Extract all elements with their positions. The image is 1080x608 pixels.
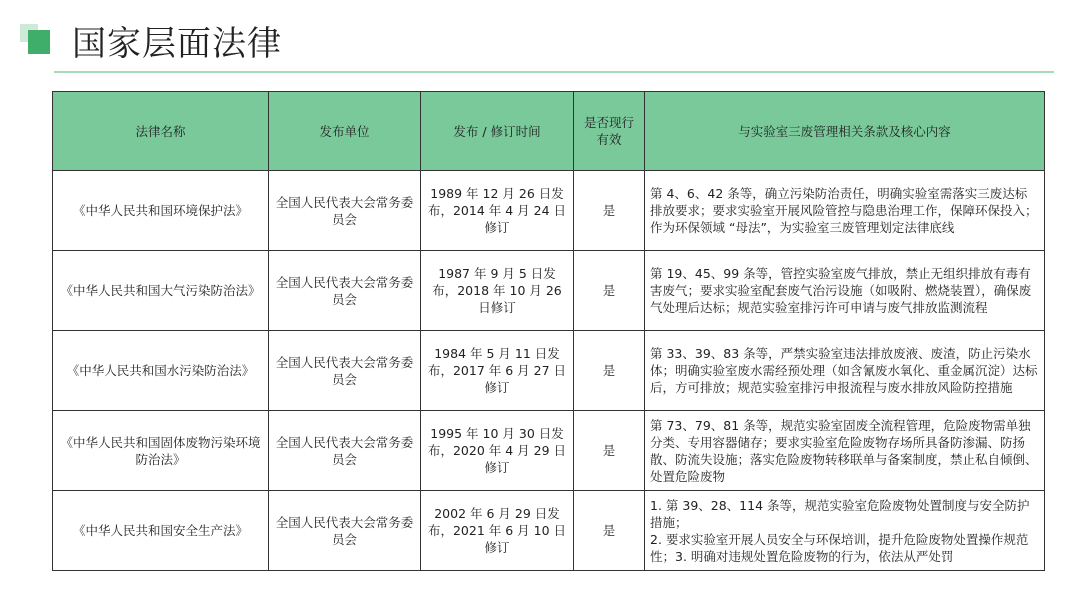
title-bar — [0, 0, 1080, 74]
table-header-row — [53, 92, 1045, 171]
title-divider — [54, 71, 1054, 73]
law-name-cell: 《中华人民共和国安全生产法》 — [53, 491, 269, 571]
law-name-cell: 《中华人民共和国环境保护法》 — [53, 171, 269, 251]
page-title: 国家层面法律 — [72, 24, 282, 64]
valid-cell: 是 — [574, 411, 645, 491]
table-row — [53, 491, 1045, 571]
date-cell: 1995 年 10 月 30 日发布，2020 年 4 月 29 日修订 — [421, 411, 574, 491]
law-name-cell: 《中华人民共和国固体废物污染环境防治法》 — [53, 411, 269, 491]
content-cell: 第 33、39、83 条等，严禁实验室违法排放废液、废渣，防止污染水体；明确实验室废水需经预处理（如含氰废水氧化、重金属沉淀）达标后，方可排放；规范实验室排污申报流程与废水排放风险防控措施 — [645, 331, 1045, 411]
publisher-cell: 全国人民代表大会常务委员会 — [269, 491, 421, 571]
valid-cell: 是 — [574, 171, 645, 251]
date-cell: 1984 年 5 月 11 日发布，2017 年 6 月 27 日修订 — [421, 331, 574, 411]
publisher-cell: 全国人民代表大会常务委员会 — [269, 411, 421, 491]
content-cell: 1. 第 39、28、114 条等，规范实验室危险废物处置制度与安全防护措施； 2. 要求实验室开展人员安全与环保培训，提升危险废物处置操作规范性；3. 明确对违规处置危险废物的行为，依法从严处罚 — [645, 491, 1045, 571]
header-law-name: 法律名称 — [53, 92, 269, 171]
publisher-cell: 全国人民代表大会常务委员会 — [269, 171, 421, 251]
valid-cell: 是 — [574, 251, 645, 331]
law-name-cell: 《中华人民共和国大气污染防治法》 — [53, 251, 269, 331]
header-publisher: 发布单位 — [269, 92, 421, 171]
date-cell: 2002 年 6 月 29 日发布，2021 年 6 月 10 日修订 — [421, 491, 574, 571]
header-date: 发布 / 修订时间 — [421, 92, 574, 171]
content-cell: 第 73、79、81 条等，规范实验室固废全流程管理，危险废物需单独分类、专用容器储存；要求实验室危险废物存场所具备防渗漏、防扬散、防流失设施；落实危险废物转移联单与备案制度，禁止私自倾倒、处置危险废物 — [645, 411, 1045, 491]
table-row — [53, 411, 1045, 491]
content-cell: 第 19、45、99 条等，管控实验室废气排放，禁止无组织排放有毒有害废气；要求实验室配套废气治污设施（如吸附、燃烧装置），确保废气处理后达标；规范实验室排污许可申请与废气排放监测流程 — [645, 251, 1045, 331]
date-cell: 1989 年 12 月 26 日发布，2014 年 4 月 24 日修订 — [421, 171, 574, 251]
content-cell: 第 4、6、42 条等，确立污染防治责任，明确实验室需落实三废达标排放要求；要求实验室开展风险管控与隐患治理工作，保障环保投入； 作为环保领域 “母法”，为实验室三废管理划定法律底线 — [645, 171, 1045, 251]
date-cell: 1987 年 9 月 5 日发布，2018 年 10 月 26 日修订 — [421, 251, 574, 331]
valid-cell: 是 — [574, 331, 645, 411]
law-name-cell: 《中华人民共和国水污染防治法》 — [53, 331, 269, 411]
header-content: 与实验室三废管理相关条款及核心内容 — [645, 92, 1045, 171]
publisher-cell: 全国人民代表大会常务委员会 — [269, 331, 421, 411]
law-table — [52, 91, 1045, 571]
title-accent-square — [28, 30, 50, 54]
valid-cell: 是 — [574, 491, 645, 571]
table-row — [53, 251, 1045, 331]
header-valid: 是否现行有效 — [574, 92, 645, 171]
table-row — [53, 171, 1045, 251]
publisher-cell: 全国人民代表大会常务委员会 — [269, 251, 421, 331]
table-row — [53, 331, 1045, 411]
